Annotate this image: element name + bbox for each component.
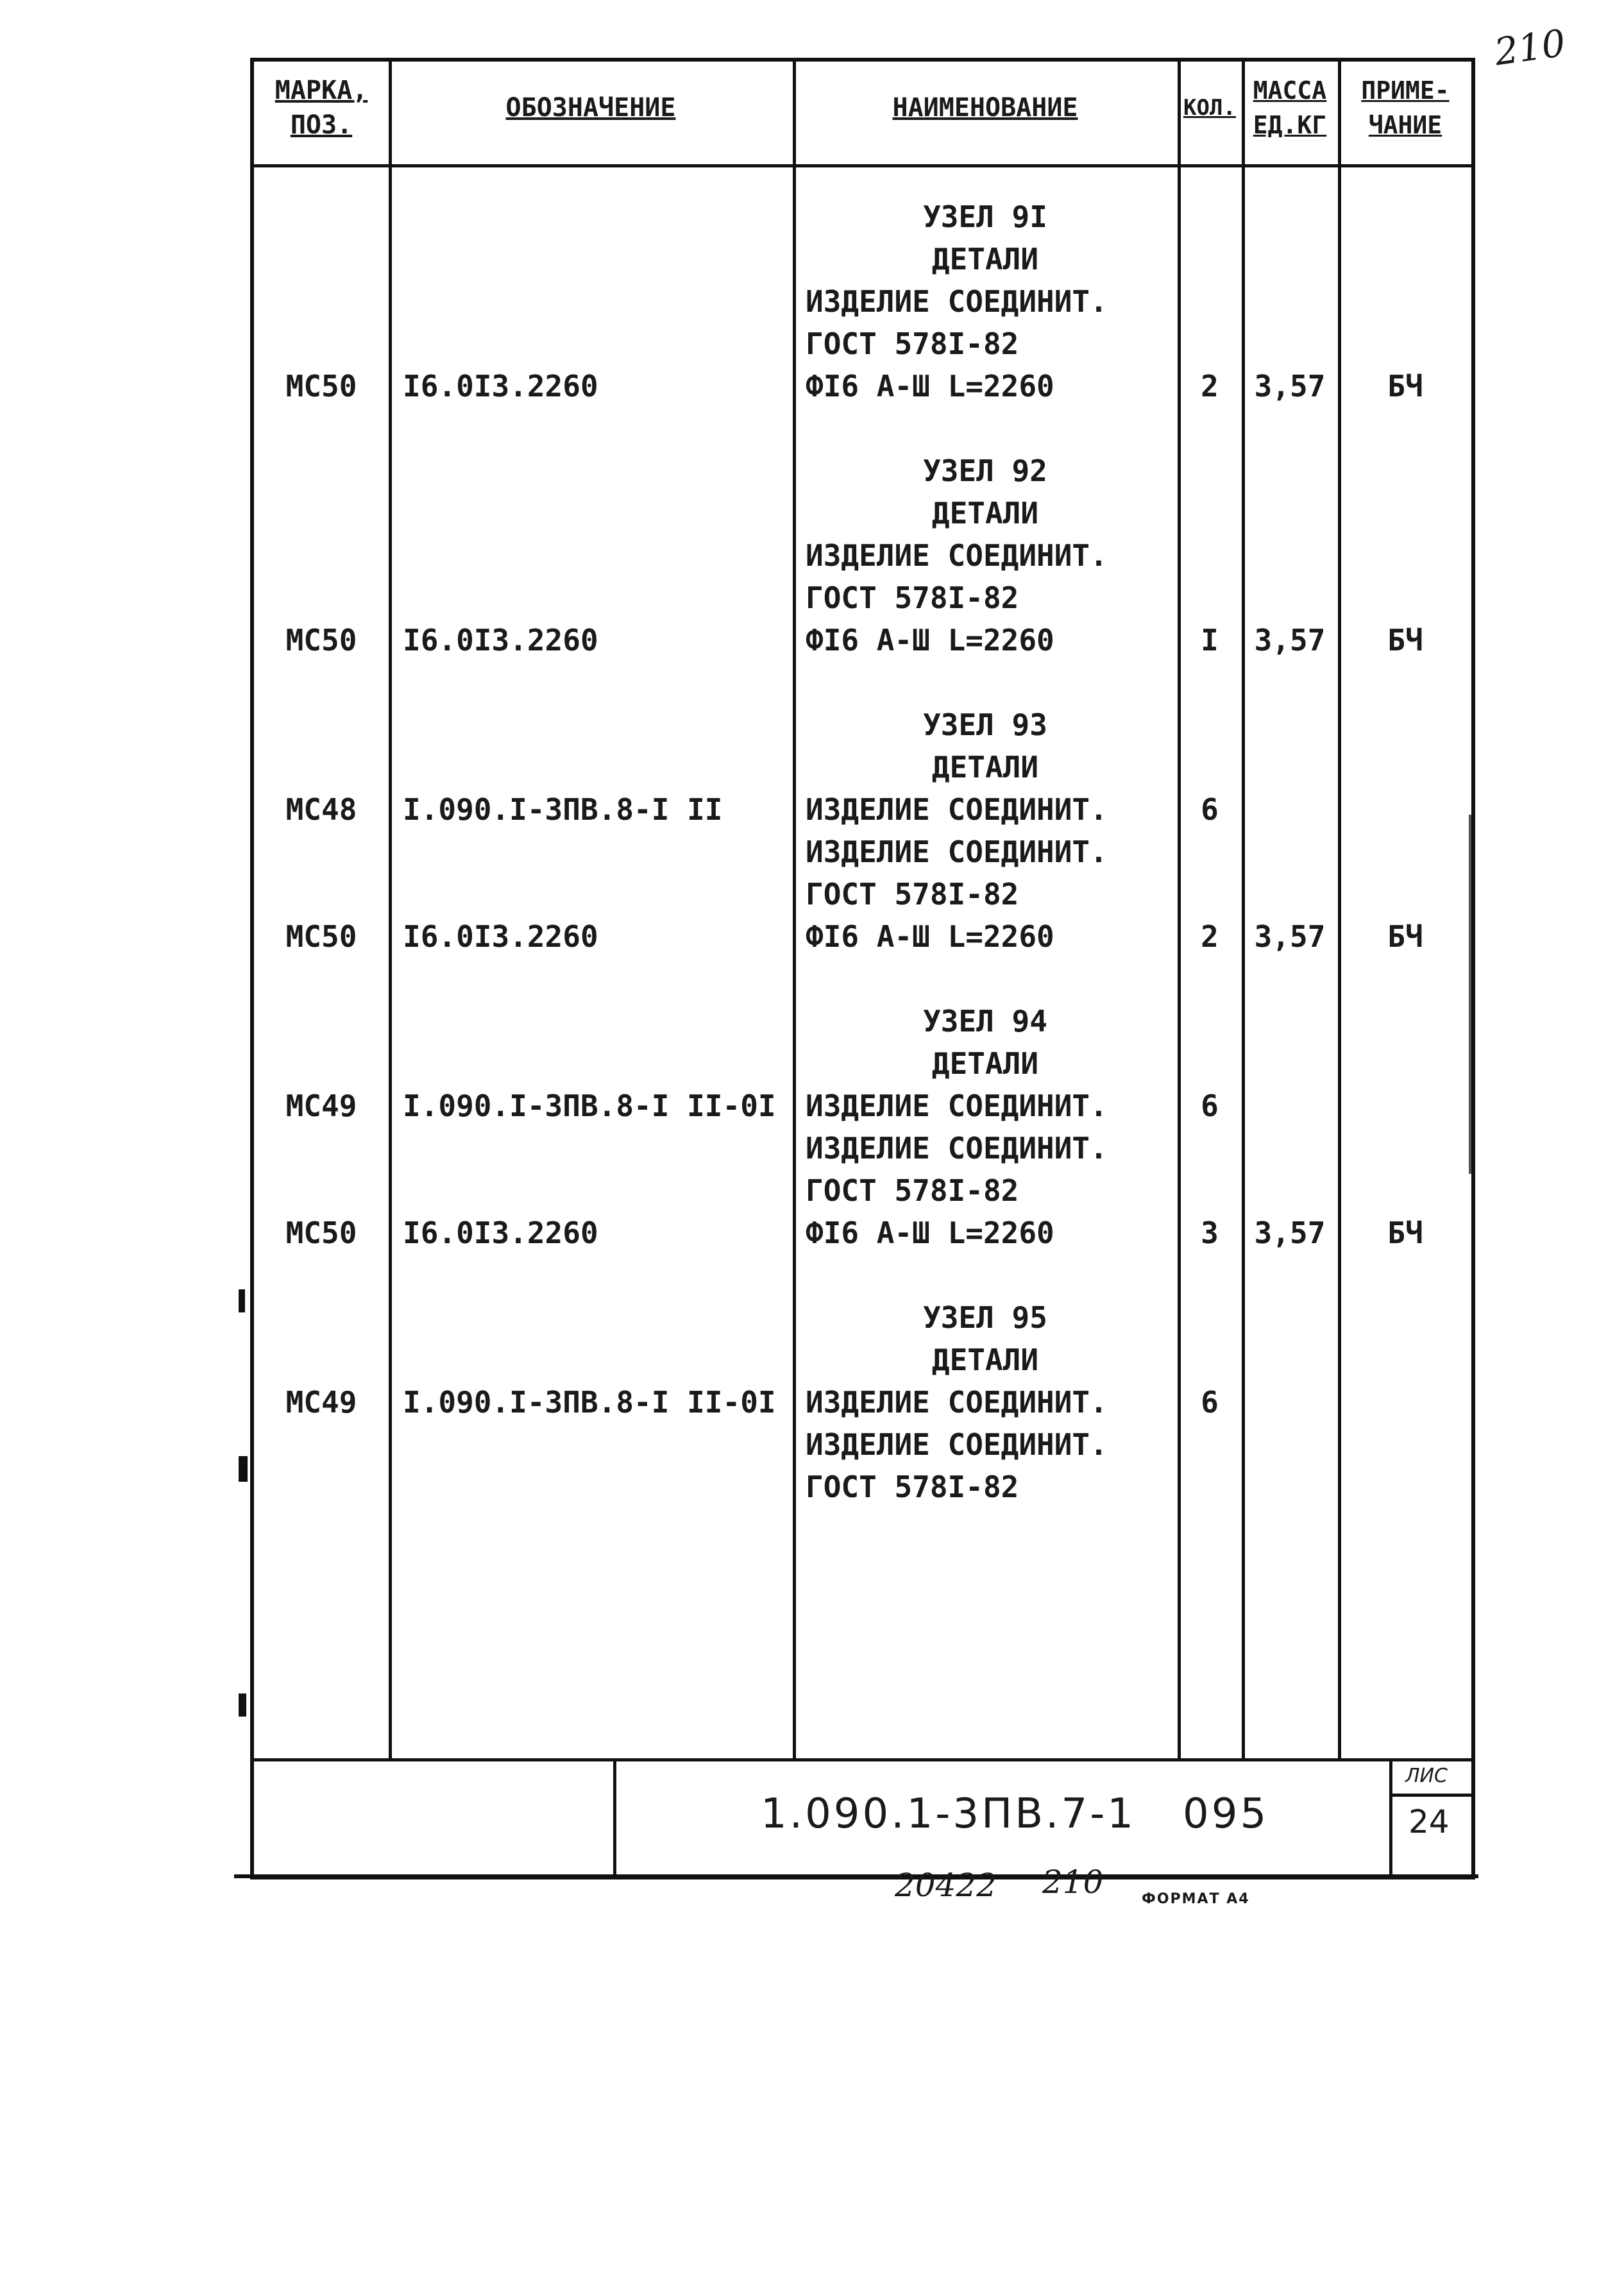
row-name: ГОСТ 578I-82	[806, 581, 1019, 615]
header-divider	[254, 164, 1471, 167]
header-mass-line1: МАССА	[1253, 76, 1327, 105]
header-name	[793, 90, 1178, 125]
document-number: 1.090.1-3ПВ.7-1 095	[761, 1790, 1269, 1838]
row-designation: I6.0I3.2260	[403, 1216, 598, 1250]
margin-tick	[239, 1289, 245, 1312]
row-qty: 6	[1201, 1385, 1219, 1420]
header-designation-label: ОБОЗНАЧЕНИЕ	[505, 93, 676, 123]
row-name: ФI6 A-Ш L=2260	[806, 919, 1054, 954]
row-designation: I6.0I3.2260	[403, 623, 598, 658]
header-mark-line2: ПОЗ.	[290, 110, 353, 140]
title-block-divider	[254, 1758, 1471, 1761]
header-designation	[389, 90, 793, 125]
footer-page: 210	[1042, 1863, 1104, 1901]
sheet-number: 24	[1408, 1803, 1450, 1840]
row-note: БЧ	[1387, 1216, 1423, 1250]
row-mark: МС48	[285, 792, 357, 827]
header-mark-line1: МАРКА,	[275, 76, 368, 105]
sheet-label: ЛИС	[1405, 1765, 1448, 1787]
row-qty: 2	[1201, 369, 1219, 403]
header-mass-line2: ЕД.КГ	[1253, 111, 1327, 139]
row-designation: I.090.I-3ПВ.8-I II	[403, 792, 723, 827]
sheet-label-divider	[1389, 1794, 1471, 1797]
row-mark: МС49	[285, 1385, 357, 1420]
row-mass: 3,57	[1254, 369, 1326, 403]
row-section-heading: УЗЕЛ 92	[923, 454, 1047, 488]
row-qty: I	[1201, 623, 1219, 658]
col-divider-qty	[1242, 62, 1245, 1758]
row-name: ИЗДЕЛИЕ СОЕДИНИТ.	[806, 538, 1108, 573]
row-name: ФI6 A-Ш L=2260	[806, 1216, 1054, 1250]
footer-format: ФОРМАТ А4	[1142, 1891, 1250, 1907]
row-mark: МС50	[285, 369, 357, 403]
header-note	[1338, 73, 1473, 142]
row-name: ИЗДЕЛИЕ СОЕДИНИТ.	[806, 1131, 1108, 1166]
row-name: ИЗДЕЛИЕ СОЕДИНИТ.	[806, 1089, 1108, 1123]
header-note-line1: ПРИМЕ-	[1361, 76, 1450, 105]
header-qty	[1178, 90, 1242, 125]
header-name-label: НАИМЕНОВАНИЕ	[892, 93, 1078, 123]
bottom-rule	[234, 1874, 1478, 1878]
header-mass	[1242, 73, 1338, 142]
header-qty-label: КОЛ.	[1183, 95, 1236, 121]
row-note: БЧ	[1387, 919, 1423, 954]
row-section-heading: УЗЕЛ 9I	[923, 199, 1047, 234]
row-section-heading: ДЕТАЛИ	[931, 750, 1039, 785]
row-name: ФI6 A-Ш L=2260	[806, 623, 1054, 658]
col-divider-name	[1178, 62, 1181, 1758]
row-section-heading: ДЕТАЛИ	[931, 496, 1039, 530]
row-name: ГОСТ 578I-82	[806, 327, 1019, 361]
title-block-right-divider	[1389, 1758, 1392, 1877]
margin-tick	[239, 1693, 246, 1717]
row-qty: 2	[1201, 919, 1219, 954]
row-name: ИЗДЕЛИЕ СОЕДИНИТ.	[806, 1385, 1108, 1420]
col-divider-designation	[793, 62, 796, 1758]
margin-tick	[1469, 815, 1471, 1174]
row-section-heading: ДЕТАЛИ	[931, 1343, 1039, 1377]
row-section-heading: УЗЕЛ 95	[923, 1300, 1047, 1335]
row-designation: I6.0I3.2260	[403, 369, 598, 403]
row-section-heading: УЗЕЛ 94	[923, 1004, 1047, 1039]
row-mark: МС50	[285, 919, 357, 954]
row-name: ГОСТ 578I-82	[806, 1173, 1019, 1208]
header-note-line2: ЧАНИЕ	[1368, 111, 1442, 139]
row-qty: 3	[1201, 1216, 1219, 1250]
row-mass: 3,57	[1254, 919, 1326, 954]
row-qty: 6	[1201, 792, 1219, 827]
row-note: БЧ	[1387, 623, 1423, 658]
col-divider-mass	[1338, 62, 1341, 1758]
row-name: ГОСТ 578I-82	[806, 877, 1019, 912]
row-mark: МС49	[285, 1089, 357, 1123]
row-name: ИЗДЕЛИЕ СОЕДИНИТ.	[806, 1427, 1108, 1462]
spec-sheet	[250, 58, 1475, 1879]
row-designation: I.090.I-3ПВ.8-I II-0I	[403, 1385, 776, 1420]
row-name: ИЗДЕЛИЕ СОЕДИНИТ.	[806, 792, 1108, 827]
row-mass: 3,57	[1254, 1216, 1326, 1250]
col-divider-mark	[389, 62, 392, 1758]
row-name: ГОСТ 578I-82	[806, 1470, 1019, 1504]
row-designation: I6.0I3.2260	[403, 919, 598, 954]
row-section-heading: ДЕТАЛИ	[931, 1046, 1039, 1081]
row-mass: 3,57	[1254, 623, 1326, 658]
row-note: БЧ	[1387, 369, 1423, 403]
row-name: ФI6 A-Ш L=2260	[806, 369, 1054, 403]
row-section-heading: ДЕТАЛИ	[931, 242, 1039, 276]
title-block-left-divider	[613, 1758, 616, 1877]
header-mark	[254, 73, 389, 142]
row-mark: МС50	[285, 623, 357, 658]
margin-tick	[239, 1456, 248, 1482]
row-mark: МС50	[285, 1216, 357, 1250]
row-designation: I.090.I-3ПВ.8-I II-0I	[403, 1089, 776, 1123]
corner-page-number: 210	[1491, 21, 1568, 74]
footer-inventory: 20422	[895, 1867, 997, 1904]
row-section-heading: УЗЕЛ 93	[923, 708, 1047, 742]
row-name: ИЗДЕЛИЕ СОЕДИНИТ.	[806, 835, 1108, 869]
row-qty: 6	[1201, 1089, 1219, 1123]
row-name: ИЗДЕЛИЕ СОЕДИНИТ.	[806, 284, 1108, 319]
